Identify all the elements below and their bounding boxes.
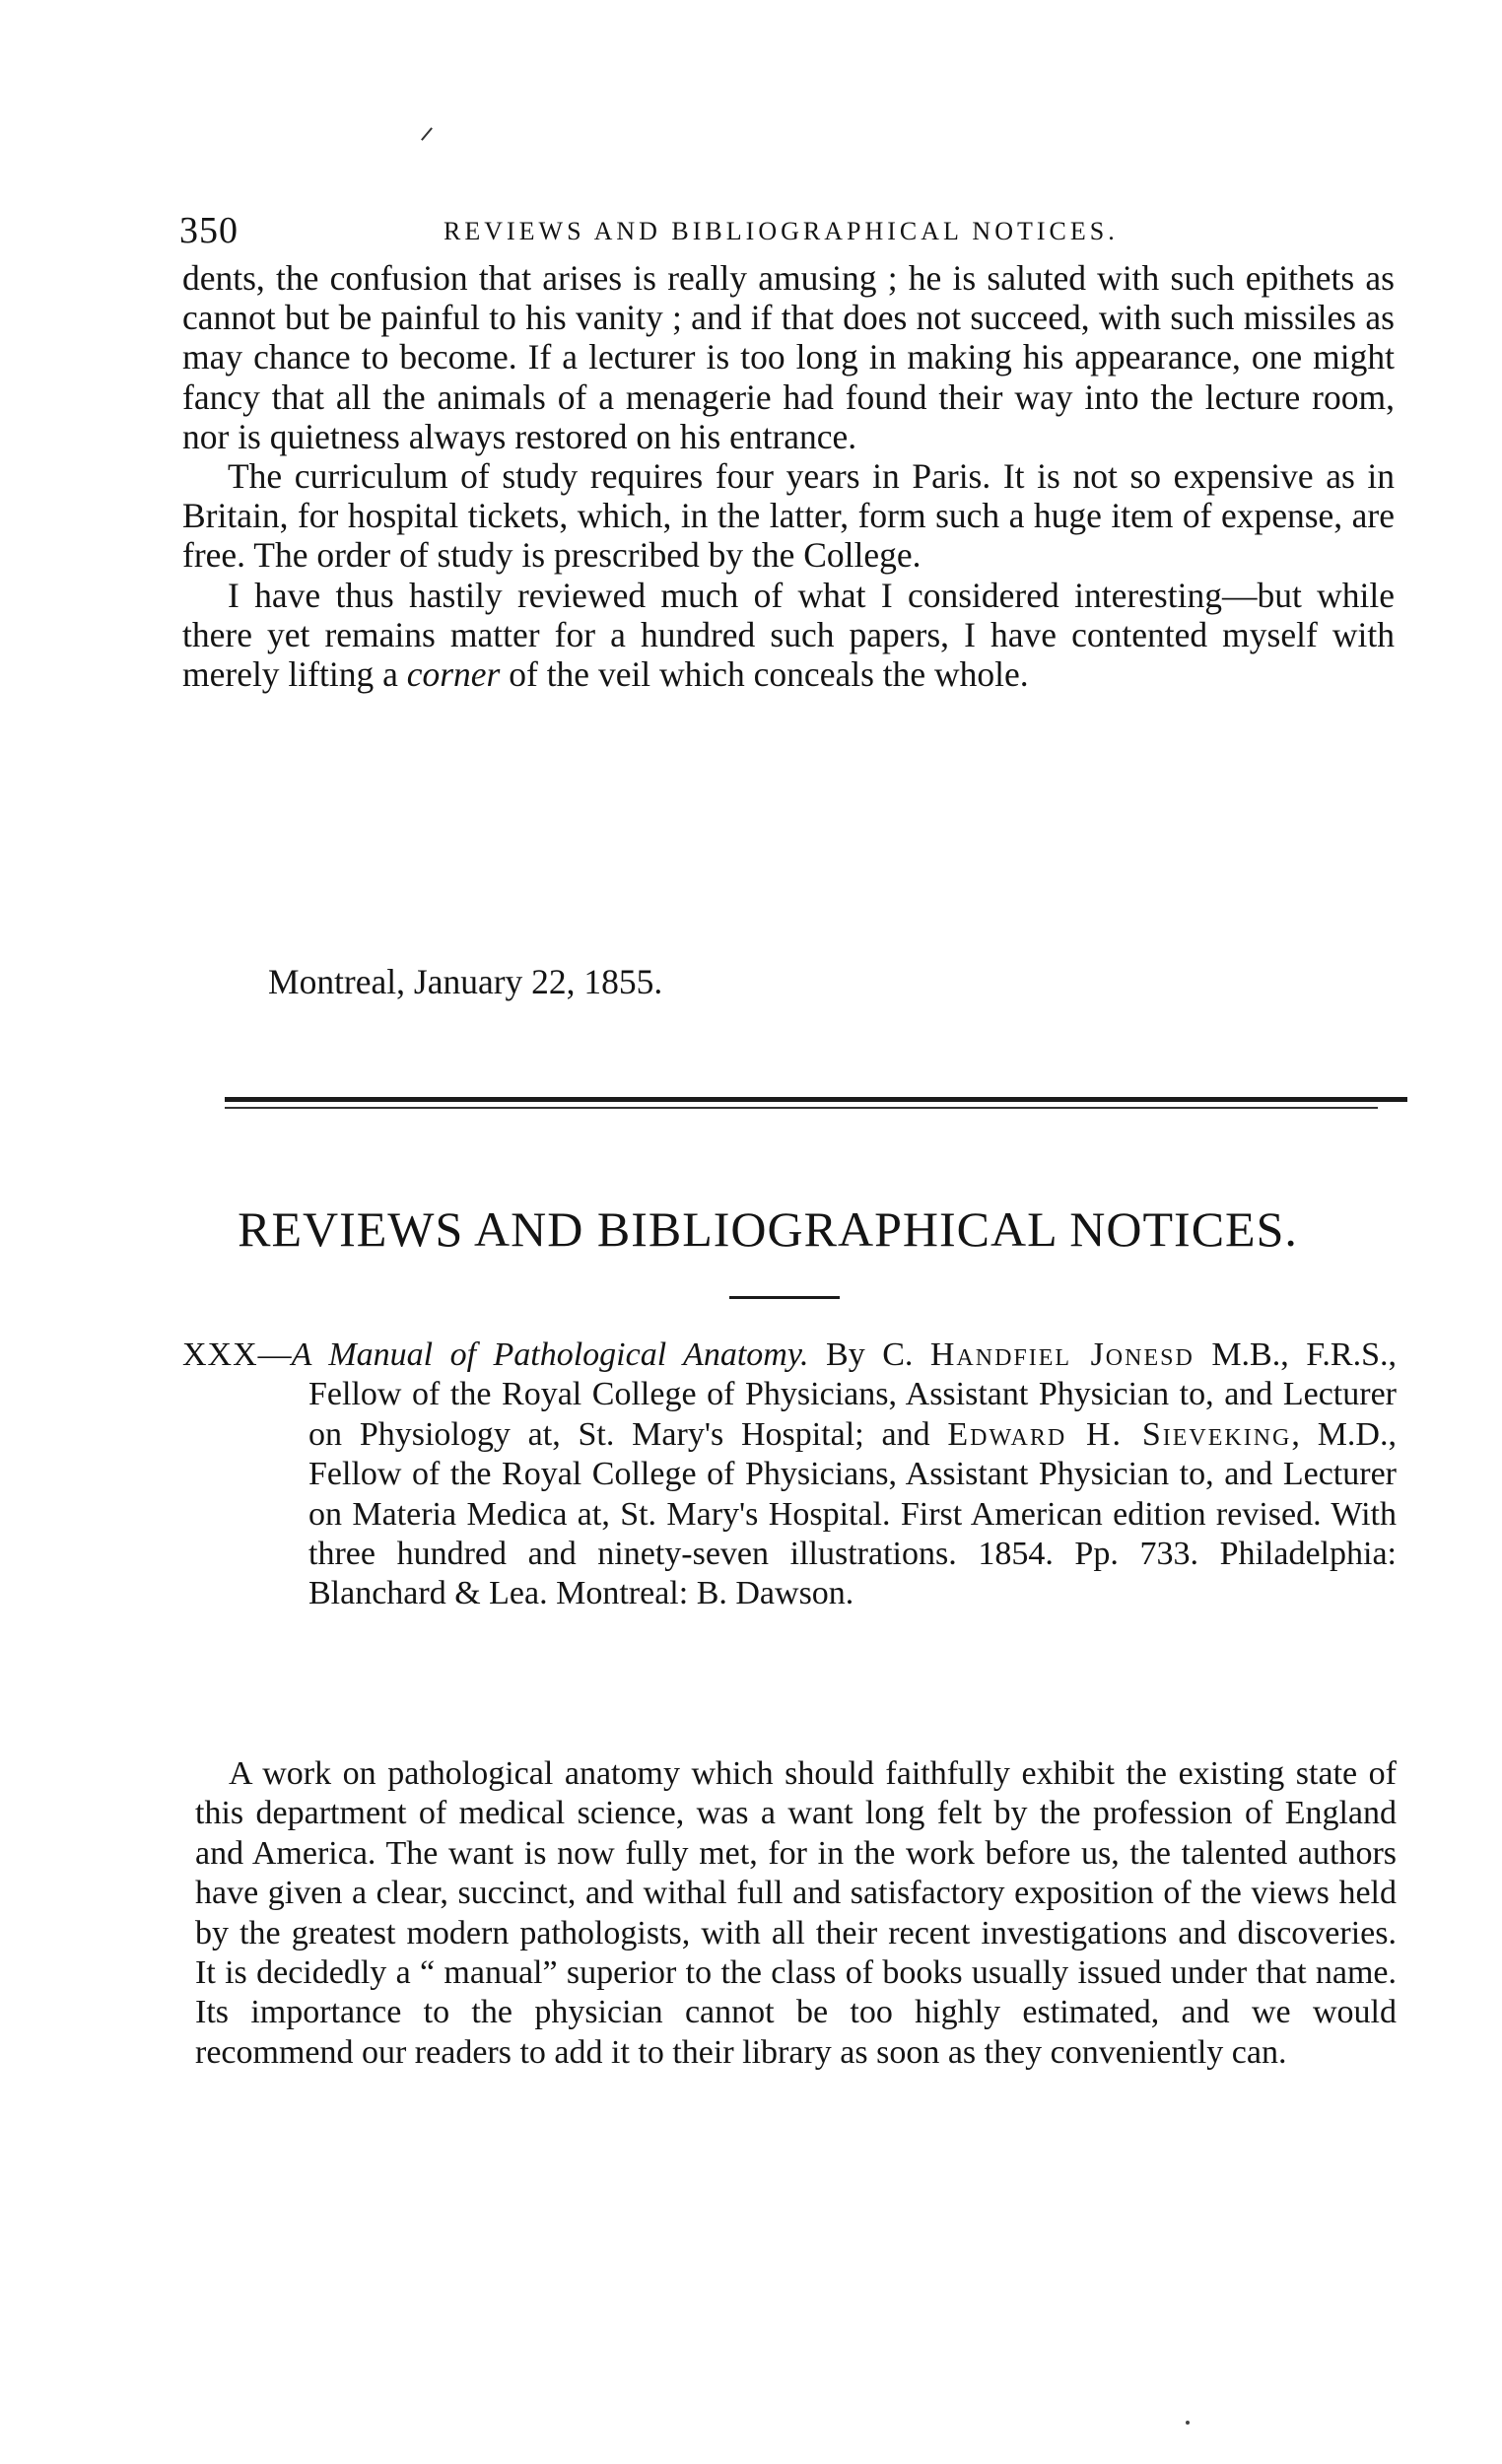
review-author-2: Edward H. Sieveking bbox=[947, 1415, 1292, 1453]
running-title: REVIEWS AND BIBLIOGRAPHICAL NOTICES. bbox=[444, 217, 1119, 245]
letter-paragraph-3-text: I have thus hastily reviewed much of what I considered interesting—but while there yet remains matter for a hundred such papers, I have contented myself with merely lifting a bbox=[182, 575, 1395, 695]
ink-speck bbox=[1186, 2421, 1190, 2425]
review-citation: XXX—A Manual of Pathological Anatomy. By C. Handfiel Jonesd M.B., F.R.S., Fellow of the Royal College of Physicians, Assistant Physician to, and Lecturer on Physiology at, St. Mary's Hospital; and Edward H. Sieveking, M.D., Fellow of the Royal College of Physicians, Assistant Physician to, and Lecturer on Materia Medica at, St. Mary's Hospital. First American edition revised. With three hundred and ninety-seven illustrations. 1854. Pp. 733. Philadelphia: Blanchard & Lea. Montreal: B. Dawson. bbox=[182, 1336, 1397, 1612]
review-details-1: M.B., F.R.S., Fellow of the Royal College of Physicians, Assistant Physician to, and Lecturer on Physiology at, St. Mary's Hospital; and bbox=[308, 1336, 1397, 1453]
running-head bbox=[179, 209, 1392, 258]
section-divider-rule bbox=[225, 1097, 1407, 1102]
letter-signoff: Montreal, January 22, 1855. bbox=[268, 962, 663, 1001]
review-by: By C. bbox=[808, 1336, 930, 1373]
section-divider-thin-rule bbox=[225, 1107, 1378, 1109]
section-heading: REVIEWS AND BIBLIOGRAPHICAL NOTICES. bbox=[238, 1201, 1298, 1257]
heading-underline-rule bbox=[729, 1296, 840, 1299]
letter-emphasis-corner: corner bbox=[406, 654, 501, 695]
review-author-1: Handfiel Jonesd bbox=[929, 1336, 1195, 1373]
letter-paragraph-3-end: of the veil which conceals the whole. bbox=[500, 654, 1029, 695]
letter-paragraph-2: The curriculum of study requires four years in Paris. It is not so expensive as in Britain, for hospital tickets, which, in the latter, form such a huge item of expense, are free. The order of study is prescribed by the College. bbox=[182, 456, 1395, 576]
review-details-2: , M.D., Fellow of the Royal College of Physicians, Assistant Physician to, and Lecturer on Materia Medica at, St. Mary's Hospital. First American edition revised. With three hundred and ninety-seven illustrations. 1854. Pp. 733. Philadelphia: Blanchard & Lea. Montreal: B. Dawson. bbox=[308, 1415, 1397, 1612]
review-text bbox=[195, 1754, 1397, 2073]
review-paragraph: A work on pathological anatomy which should faithfully exhibit the existing state of this department of medical science, was a want long felt by the profession of England and America. The want is now fully met, for in the work before us, the talented authors have given a clear, succinct, and withal full and satisfactory exposition of the views held by the greatest modern pathologists, with all their recent investigations and discoveries. It is decidedly a “ manual” superior to the class of books usually issued under that name. Its importance to the physician cannot be too highly estimated, and we would recommend our readers to add it to their library as soon as they conveniently can. bbox=[195, 1755, 1397, 2071]
page-number: 350 bbox=[179, 210, 239, 251]
letter-paragraph-3 bbox=[182, 576, 1395, 695]
review-book-title: A Manual of Pathological Anatomy. bbox=[291, 1336, 809, 1373]
review-number: XXX bbox=[182, 1336, 258, 1373]
pencil-mark bbox=[421, 127, 433, 141]
letter-paragraph-1: dents, the confusion that arises is really amusing ; he is saluted with such epithets as cannot but be painful to his vanity ; and if that does not succeed, with such missiles as may chance to become. If a lecturer is too long in making his appearance, one might fancy that all the animals of a menagerie had found their way into the lecture room, nor is quietness always restored on his entrance. bbox=[182, 258, 1395, 456]
letter-text bbox=[182, 258, 1395, 694]
